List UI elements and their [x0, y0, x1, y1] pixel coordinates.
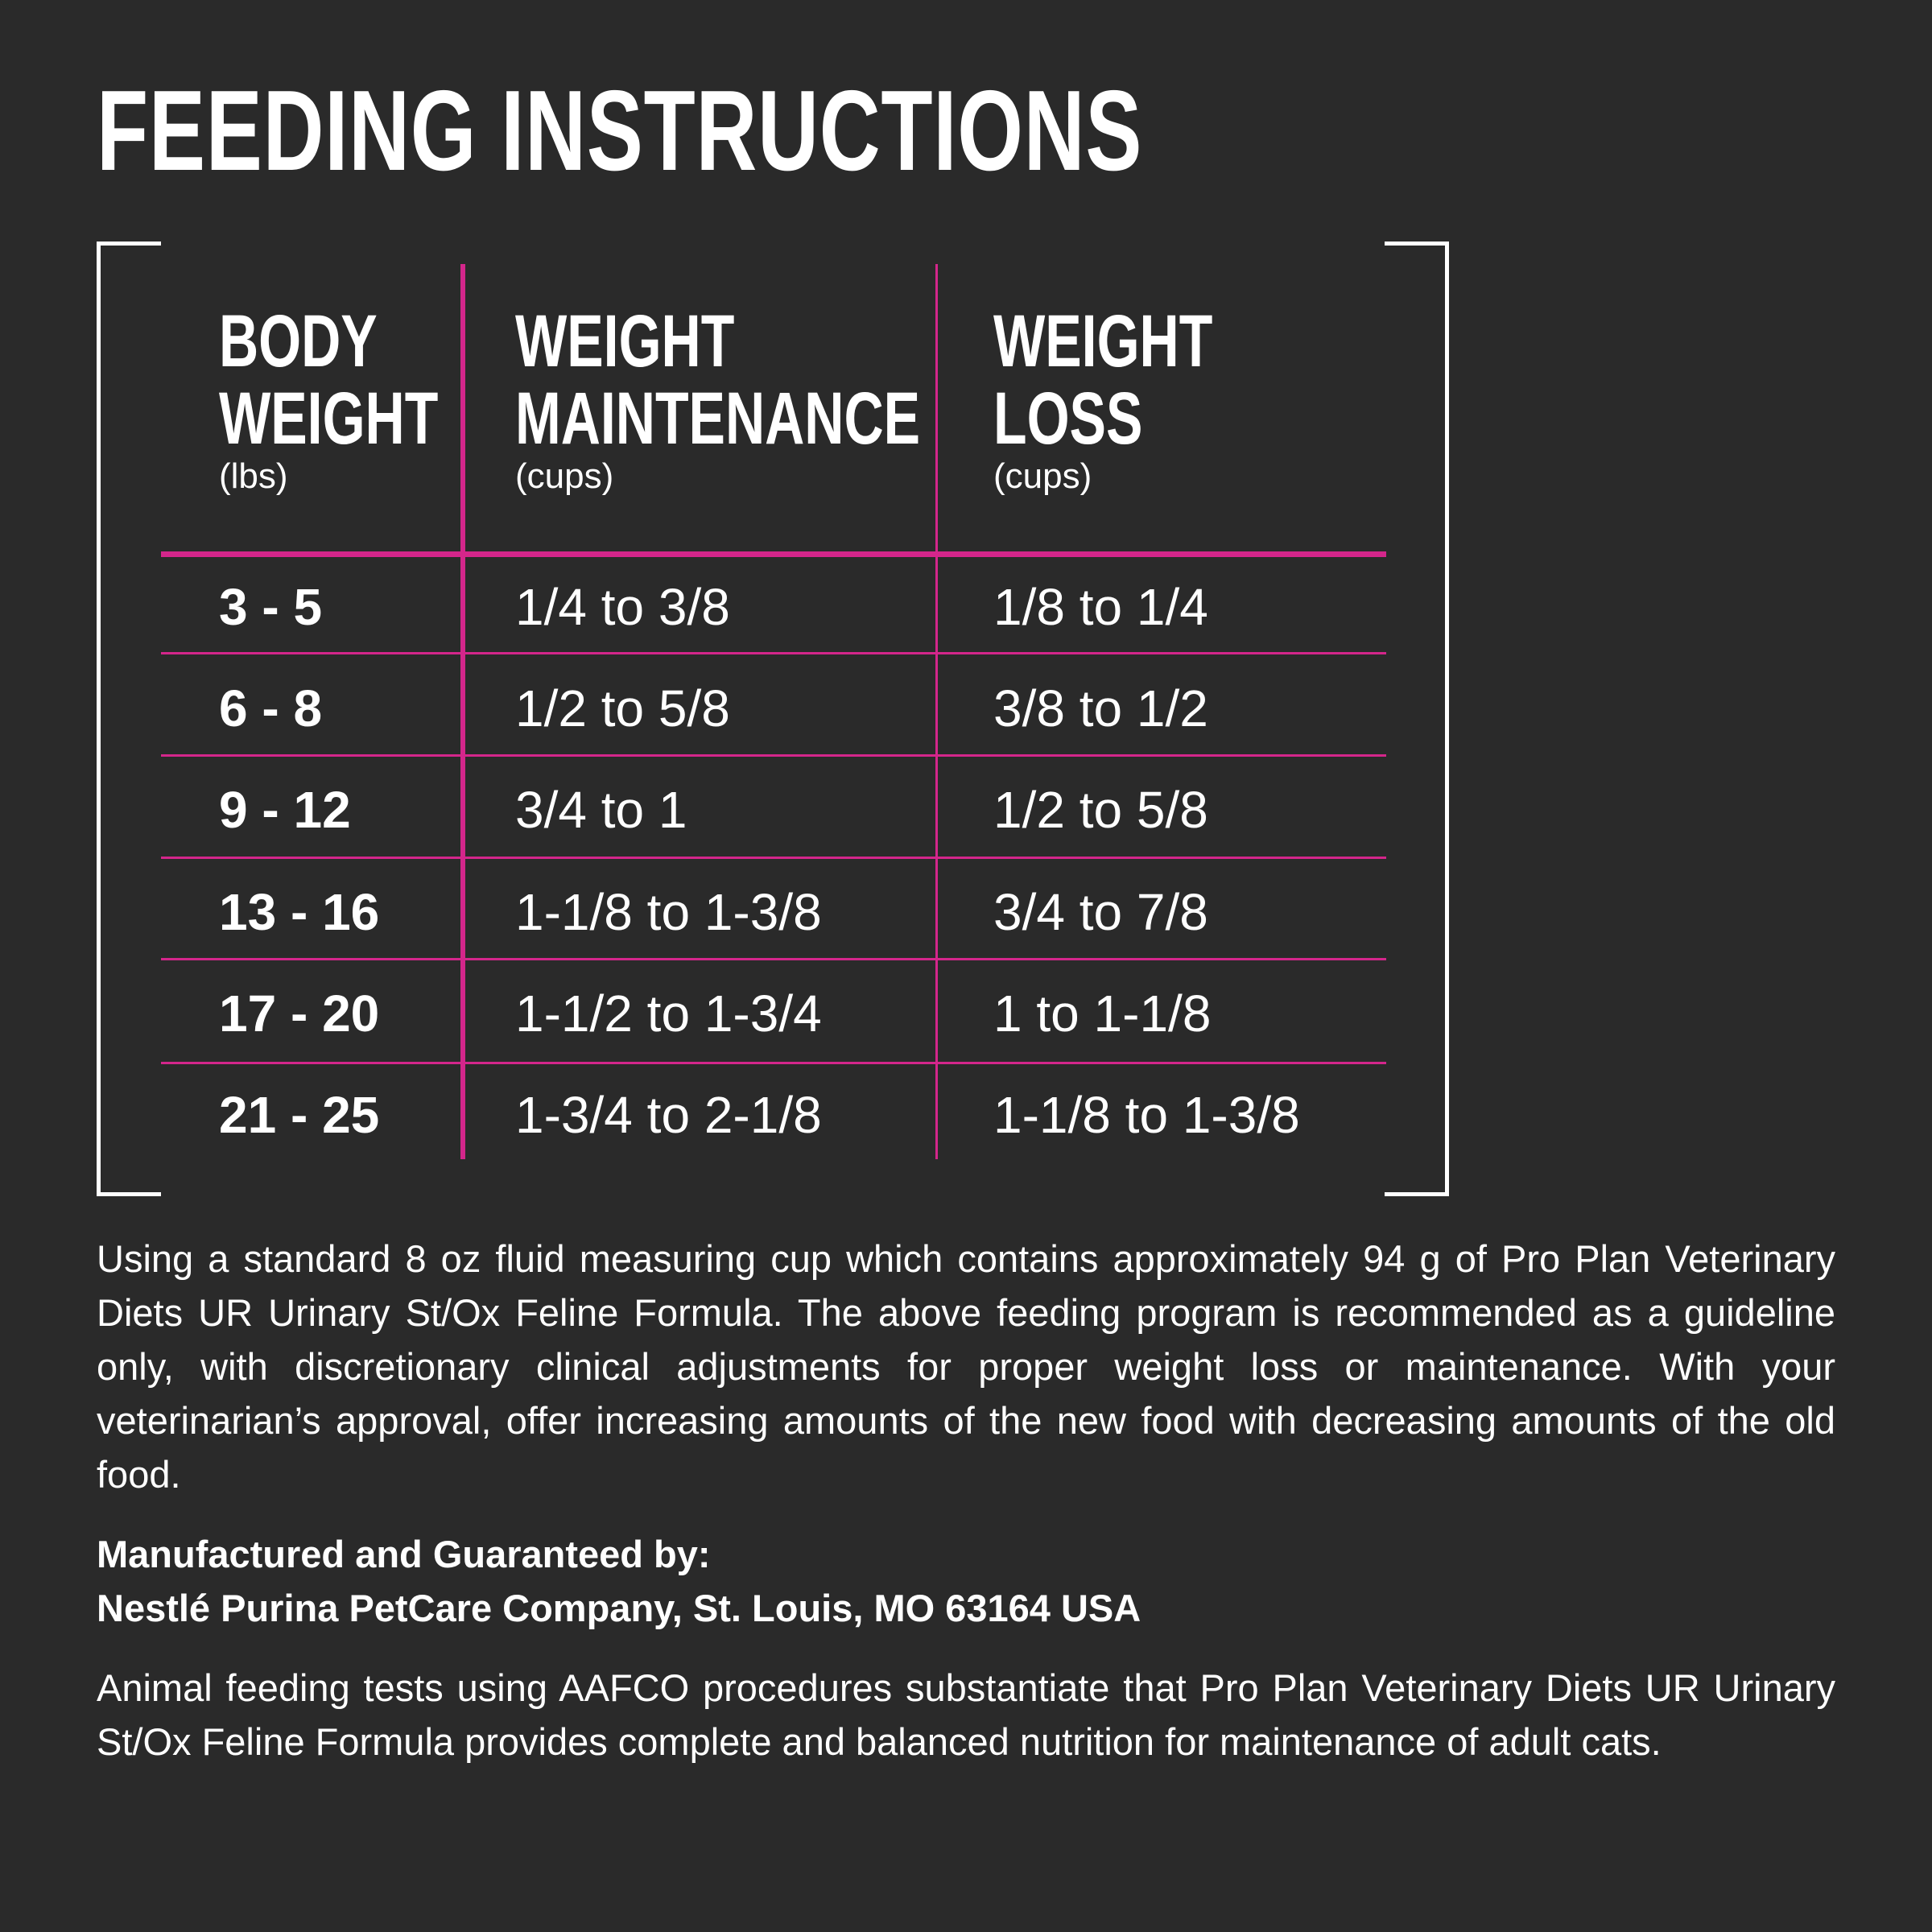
loss-cell: 1/2 to 5/8 — [993, 781, 1208, 839]
body-weight-cell: 9 - 12 — [219, 781, 351, 839]
loss-cell: 1-1/8 to 1-3/8 — [993, 1086, 1300, 1144]
page-title: FEEDING INSTRUCTIONS — [97, 67, 1143, 195]
row-divider — [161, 857, 1386, 859]
left-bracket — [97, 242, 161, 1196]
loss-cell: 1 to 1-1/8 — [993, 985, 1212, 1042]
loss-cell: 3/4 to 7/8 — [993, 883, 1208, 941]
header-unit: (cups) — [993, 456, 1092, 496]
row-divider — [161, 958, 1386, 960]
header-line: WEIGHT — [993, 300, 1213, 382]
maintenance-cell: 1/4 to 3/8 — [515, 578, 730, 636]
maintenance-cell: 1-1/2 to 1-3/4 — [515, 985, 822, 1042]
body-weight-cell: 13 - 16 — [219, 883, 380, 941]
maintenance-cell: 1-3/4 to 2-1/8 — [515, 1086, 822, 1144]
header-weight-maintenance — [515, 300, 1063, 496]
row-divider — [161, 1062, 1386, 1064]
row-divider — [161, 754, 1386, 757]
feeding-note: Using a standard 8 oz fluid measuring cup which contains approximately 94 g of Pro Plan Veterinary Diets UR Urinary St/Ox Feline Formula. The above feeding program is recommended as a guideline only, with discretionary clinical adjustments for proper weight loss or maintenance. With your veterinarian’s approval, offer increasing amounts of the new food with decreasing amounts of the old food. — [97, 1237, 1835, 1496]
header-line: WEIGHT — [515, 300, 735, 382]
header-unit: (cups) — [515, 456, 614, 496]
manufacturer-name: Nestlé Purina PetCare Company, St. Louis, MO 63164 USA — [97, 1587, 1141, 1629]
header-divider — [161, 551, 1386, 557]
manufacturer-label: Manufactured and Guaranteed by: — [97, 1533, 711, 1575]
body-weight-cell: 17 - 20 — [219, 985, 380, 1042]
maintenance-cell: 1-1/8 to 1-3/8 — [515, 883, 822, 941]
maintenance-cell: 3/4 to 1 — [515, 781, 687, 839]
header-weight-loss — [993, 300, 1290, 496]
body-weight-cell: 3 - 5 — [219, 578, 323, 636]
loss-cell: 1/8 to 1/4 — [993, 578, 1208, 636]
row-divider — [161, 652, 1386, 654]
right-bracket — [1385, 242, 1449, 1196]
header-body-weight — [219, 300, 515, 496]
body-weight-cell: 21 - 25 — [219, 1086, 380, 1144]
header-line: MAINTENANCE — [515, 378, 921, 460]
body-weight-cell: 6 - 8 — [219, 679, 323, 737]
header-line: BODY — [219, 300, 378, 382]
loss-cell: 3/8 to 1/2 — [993, 679, 1208, 737]
header-line: WEIGHT — [219, 378, 439, 460]
maintenance-cell: 1/2 to 5/8 — [515, 679, 730, 737]
manufacturer-block — [97, 1527, 1835, 1635]
aafco-statement: Animal feeding tests using AAFCO procedures substantiate that Pro Plan Veterinary Diets UR Urinary St/Ox Feline Formula provides complete and balanced nutrition for maintenance of adult cats. — [97, 1666, 1835, 1763]
header-unit: (lbs) — [219, 456, 288, 496]
header-line: LOSS — [993, 378, 1143, 460]
